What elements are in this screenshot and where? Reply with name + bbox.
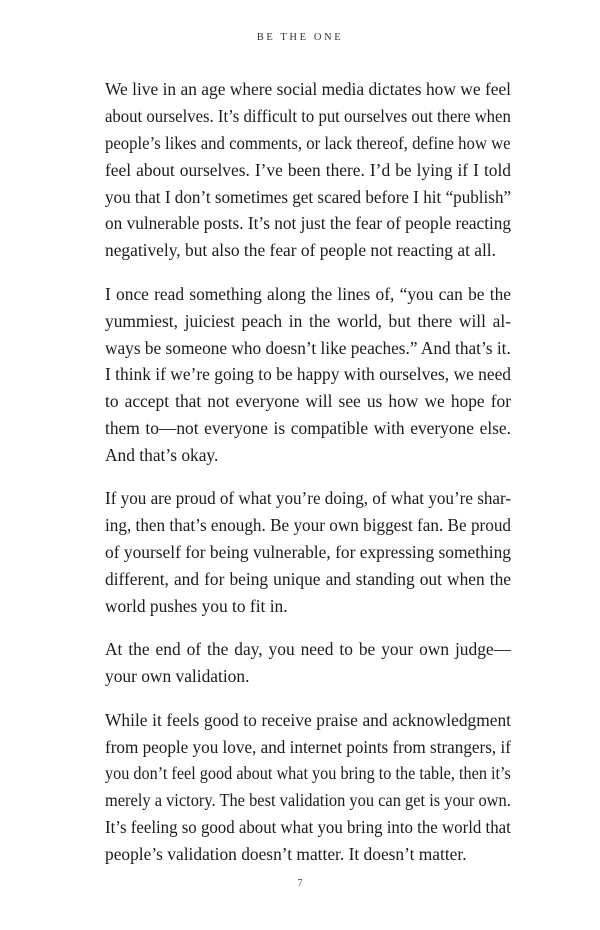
paragraph-4 <box>105 636 511 690</box>
text-line: different, and for being unique and standing out when the <box>105 569 511 590</box>
text-line: I think if we’re going to be happy with ourselves, we need <box>105 364 511 385</box>
text-line: your own validation. <box>105 666 250 687</box>
text-line: them to—not everyone is compatible with everyone else. <box>105 418 511 439</box>
paragraph-2 <box>105 281 511 469</box>
text-line: It’s feeling so good about what you bring into the world that <box>105 817 511 838</box>
text-line: you that I don’t sometimes get scared before I hit “publish” <box>105 186 512 207</box>
text-line: of yourself for being vulnerable, for expressing something <box>105 542 511 563</box>
paragraph-1 <box>105 76 511 264</box>
text-line: people’s likes and comments, or lack thereof, define how we <box>105 132 511 153</box>
body-text <box>105 76 511 885</box>
text-line: ways be someone who doesn’t like peaches.” And that’s it. <box>105 337 511 358</box>
text-line: And that’s okay. <box>105 445 219 466</box>
running-head: BE THE ONE <box>256 32 344 43</box>
text-line: At the end of the day, you need to be your own judge— <box>105 639 511 660</box>
text-line: negatively, but also the fear of people not reacting at all. <box>105 240 496 261</box>
text-line: world pushes you to fit in. <box>105 596 288 617</box>
text-line: from people you love, and internet points from strangers, if <box>105 736 511 757</box>
text-line: on vulnerable posts. It’s not just the fear of people reacting <box>105 213 512 234</box>
paragraph-5 <box>105 707 511 868</box>
text-line: feel about ourselves. I’ve been there. I’d be lying if I told <box>105 159 511 180</box>
text-line: ing, then that’s enough. Be your own biggest fan. Be proud <box>105 515 512 536</box>
text-line: people’s validation doesn’t matter. It doesn’t matter. <box>105 844 467 865</box>
text-line: to accept that not everyone will see us how we hope for <box>105 391 511 412</box>
text-line: If you are proud of what you’re doing, of what you’re shar- <box>105 488 512 509</box>
page-number: 7 <box>297 878 303 889</box>
text-line: you don’t feel good about what you bring to the table, then it’s <box>105 763 511 784</box>
text-line: merely a victory. The best validation you can get is your own. <box>105 790 511 811</box>
text-line: about ourselves. It’s difficult to put ourselves out there when <box>105 105 511 126</box>
text-line: yummiest, juiciest peach in the world, but there will al- <box>105 310 511 331</box>
text-line: We live in an age where social media dictates how we feel <box>105 79 511 99</box>
paragraph-3 <box>105 485 511 619</box>
text-line: I once read something along the lines of, “you can be the <box>105 283 511 304</box>
text-line: While it feels good to receive praise and acknowledgment <box>105 709 511 730</box>
